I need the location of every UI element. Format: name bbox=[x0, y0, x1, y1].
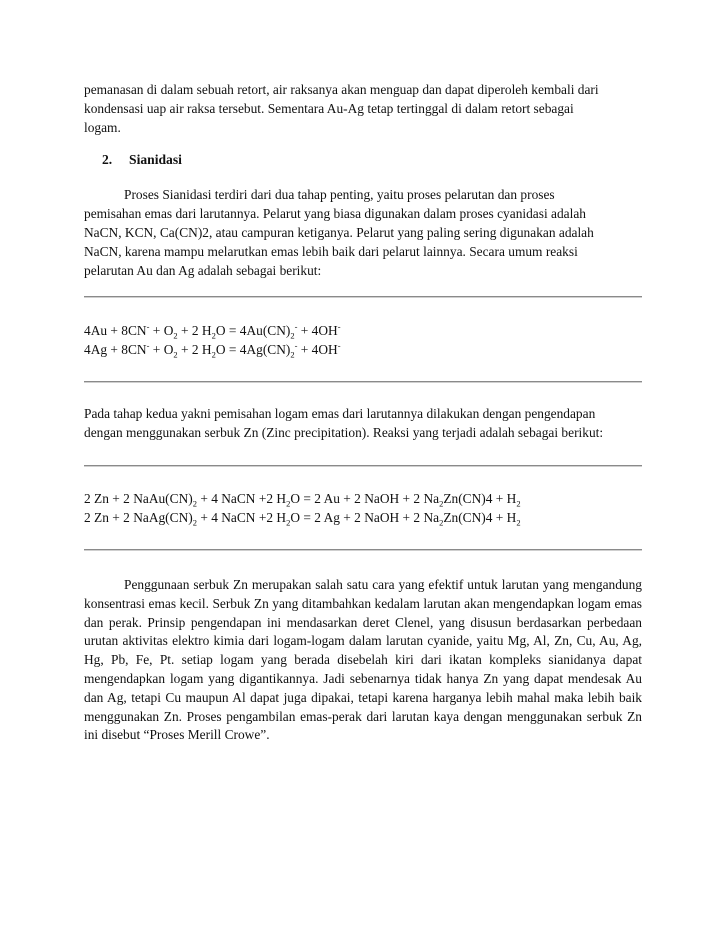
section-number: 2. bbox=[102, 152, 113, 167]
equation-precipitation-au: 2 Zn + 2 $NaAu(CN)_2 + 4$ NaCN +2 $H_2O = 2$ Au + 2 NaOH + 2 $Na_2Zn(CN)4 + H_2$ bbox=[84, 491, 521, 509]
para3: Penggunaan serbuk Zn merupakan salah satu cara yang efektif untuk larutan yang mengandung konsentrasi emas kecil. Serbuk Zn yang ditambahkan kedalam larutan akan mengendapkan logam emas dan perak. Prinsip pengendapan ini mendasarkan deret Clenel, yang disusun berdasarkan perbedaan urutan aktivitas elektro kimia dari logam-logam dalam larutan cyanide, yaitu Mg, Al, Zn, Cu, Au, Ag, Hg, Pb, Fe, Pt. setiap logam yang berada disebelah kiri dari ikatan kompleks sianidanya dapat mengendapkan logam yang digantikannya. Jadi sebenarnya tidak hanya Zn yang dapat mendesak Au dan Ag, tetapi Cu maupun Al dapat juga dipakai, tetapi karena harganya lebih mahal maka lebih baik menggunakan Zn. Proses pengambilan emas-perak dari larutan kaya dengan menggunakan serbuk Zn ini disebut “Proses Merill Crowe”. bbox=[84, 577, 642, 743]
para1-line-5: pelarutan Au dan Ag adalah sebagai berikut: bbox=[84, 263, 322, 278]
horizontal-rule bbox=[84, 381, 642, 383]
horizontal-rule bbox=[84, 549, 642, 551]
para2-line-1: Pada tahap kedua yakni pemisahan logam emas dari larutannya dilakukan dengan pengendapan bbox=[84, 406, 596, 421]
para1-line-4: NaCN, karena mampu melarutkan emas lebih baik dari pelarut lainnya. Secara umum reaksi bbox=[84, 244, 578, 259]
horizontal-rule bbox=[84, 296, 642, 298]
equation-dissolution-ag: $4Ag + 8CN^- + O_2 + 2$ $H_2O = 4Ag(CN)_2^- + 4OH^-$ bbox=[84, 340, 341, 360]
para1-line-3: NaCN, KCN, Ca(CN)2, atau campuran ketiganya. Pelarut yang paling sering digunakan adalah bbox=[84, 225, 594, 240]
equation-precipitation-ag: 2 Zn + 2 $NaAg(CN)_2 + 4$ NaCN +2 $H_2O = 2$ Ag + 2 NaOH + 2 $Na_2Zn(CN)4 + H_2$ bbox=[84, 510, 521, 528]
section-heading bbox=[102, 151, 182, 169]
equation-dissolution-au: $4Au + 8CN^- + O_2 + 2$ $H_2O = 4Au(CN)_2^- + 4OH^-$ bbox=[84, 321, 341, 341]
para1-line-2: pemisahan emas dari larutannya. Pelarut yang biasa digunakan dalam proses cyanidasi adalah bbox=[84, 206, 586, 221]
intro-line-1: pemanasan di dalam sebuah retort, air raksanya akan menguap dan dapat diperoleh kembali dari bbox=[84, 82, 599, 97]
horizontal-rule bbox=[84, 465, 642, 467]
intro-line-2: kondensasi uap air raksa tersebut. Sementara Au-Ag tetap tertinggal di dalam retort sebagai bbox=[84, 101, 574, 116]
intro-line-3: logam. bbox=[84, 120, 121, 135]
para2-line-2: dengan menggunakan serbuk Zn (Zinc precipitation). Reaksi yang terjadi adalah sebagai berikut: bbox=[84, 425, 604, 440]
section-title: Sianidasi bbox=[129, 152, 182, 167]
para1-line-1: Proses Sianidasi terdiri dari dua tahap penting, yaitu proses pelarutan dan proses bbox=[124, 187, 555, 202]
